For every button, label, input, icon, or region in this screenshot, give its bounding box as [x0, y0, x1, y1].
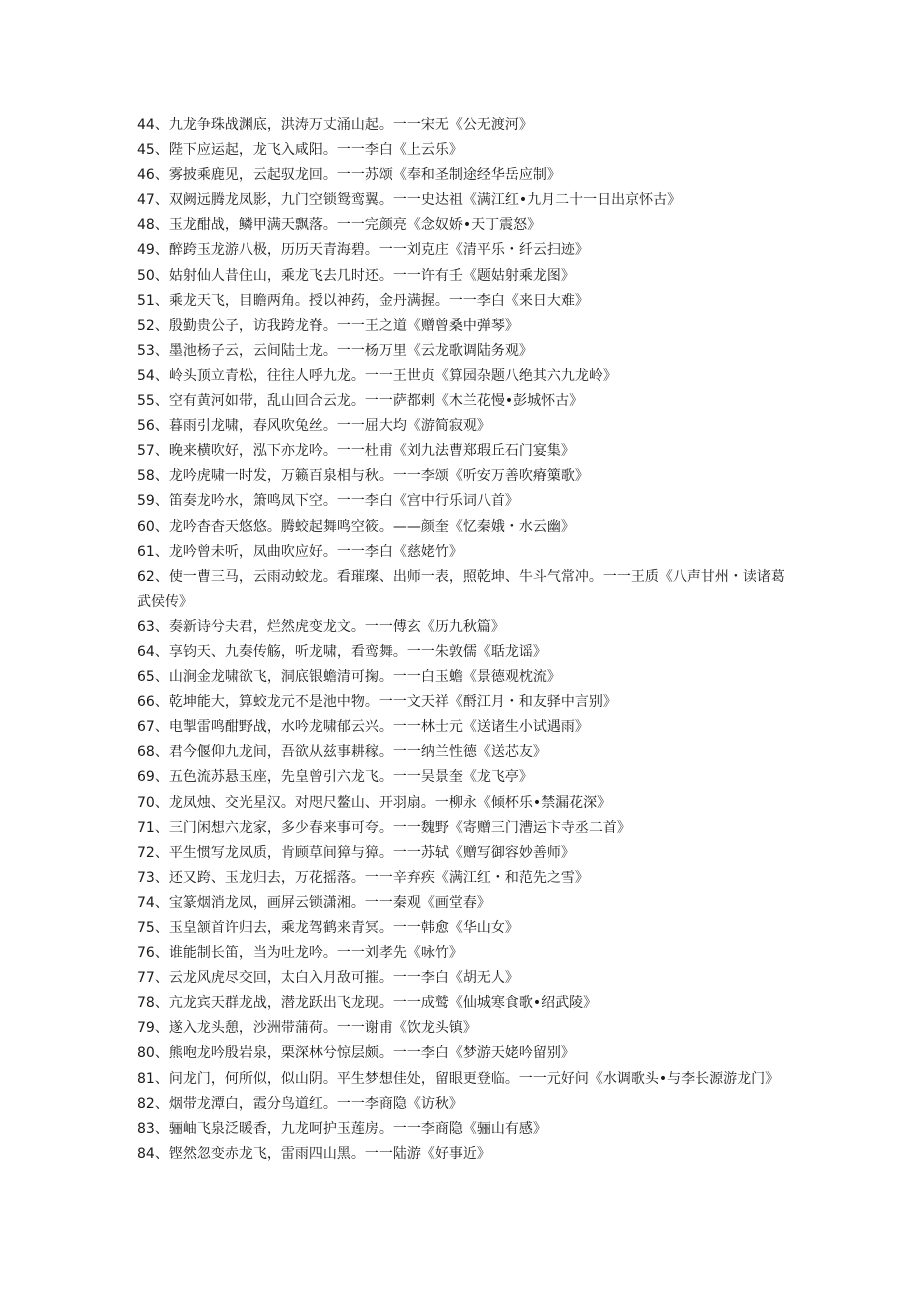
item-number: 84、	[137, 1145, 169, 1162]
item-text: 铿然忽变赤龙飞，雷雨四山黑。一一陆游《好事近》	[168, 1145, 491, 1162]
list-item	[137, 314, 787, 339]
item-number: 58、	[137, 468, 169, 485]
item-number: 65、	[137, 669, 169, 686]
list-item	[137, 565, 787, 615]
list-item	[137, 690, 787, 715]
item-text: 龙吟曾未听，凤曲吹应好。一一李白《慈姥竹》	[168, 543, 463, 560]
item-text: 问龙门，何所似，似山阴。平生梦想佳处，留眼更登临。一一元好问《水调歌头•与李长源游龙门》	[168, 1070, 780, 1087]
item-text: 云龙风虎尽交回，太白入月敌可摧。一一李白《胡无人》	[168, 970, 519, 987]
item-text: 宝篆烟消龙凤，画屏云锁潇湘。一一秦观《画堂春》	[168, 894, 491, 911]
item-number: 78、	[137, 995, 169, 1012]
list-item	[137, 264, 787, 289]
item-text: 姑射仙人昔住山，乘龙飞去几时还。一一许有壬《题姑射乘龙图》	[168, 267, 575, 284]
item-text: 乾坤能大，算蛟龙元不是池中物。一一文天祥《酹江月・和友驿中言别》	[168, 694, 617, 711]
item-number: 74、	[137, 894, 169, 911]
item-number: 75、	[137, 920, 169, 936]
item-number: 79、	[137, 1020, 169, 1037]
list-item	[137, 113, 787, 138]
item-text: 玉皇颔首许归去，乘龙驾鹤来青冥。一一韩愈《华山女》	[168, 920, 519, 936]
item-number: 69、	[137, 769, 169, 786]
item-text: 谁能制长笛，当为吐龙吟。一一刘孝先《咏竹》	[168, 945, 463, 962]
list-item	[137, 1117, 787, 1142]
list-item	[137, 364, 787, 389]
item-text: 九龙争珠战渊底，洪涛万丈涌山起。一一宋无《公无渡河》	[168, 117, 533, 133]
item-number: 80、	[137, 1045, 169, 1062]
item-number: 61、	[137, 543, 169, 560]
item-number: 45、	[137, 142, 169, 159]
list-item	[137, 489, 787, 514]
item-number: 62、	[137, 568, 169, 585]
poem-list	[137, 113, 787, 1167]
list-item	[137, 464, 787, 489]
list-item	[137, 615, 787, 640]
list-item	[137, 188, 787, 213]
item-number: 71、	[137, 819, 169, 836]
item-number: 56、	[137, 418, 169, 435]
list-item	[137, 414, 787, 439]
list-item	[137, 1092, 787, 1117]
item-number: 66、	[137, 694, 169, 711]
list-item	[137, 791, 787, 816]
item-number: 50、	[137, 267, 169, 284]
item-text: 墨池杨子云，云间陆士龙。一一杨万里《云龙歌调陆务观》	[168, 342, 533, 359]
item-text: 电掣雷鸣酣野战，水吟龙啸郁云兴。一一林士元《送诸生小试遇雨》	[168, 719, 589, 736]
list-item	[137, 540, 787, 565]
item-number: 51、	[137, 292, 169, 309]
item-number: 81、	[137, 1070, 169, 1087]
item-text: 笛奏龙吟水，箫鸣凤下空。一一李白《宫中行乐词八首》	[168, 493, 519, 510]
list-item	[137, 339, 787, 364]
item-number: 46、	[137, 167, 169, 184]
list-item	[137, 966, 787, 991]
list-item	[137, 941, 787, 966]
item-number: 44、	[137, 117, 169, 133]
item-text: 奏新诗兮夫君，烂然虎变龙文。一一傅玄《历九秋篇》	[168, 618, 505, 635]
item-number: 77、	[137, 970, 169, 987]
item-text: 还又跨、玉龙归去，万花摇落。一一辛弃疾《满江红・和范先之雪》	[168, 869, 589, 886]
list-item	[137, 816, 787, 841]
item-text: 君今偃仰九龙间，吾欲从兹事耕稼。一一纳兰性德《送芯友》	[168, 744, 547, 761]
item-number: 64、	[137, 643, 169, 660]
list-item	[137, 289, 787, 314]
item-text: 陛下应运起，龙飞入咸阳。一一李白《上云乐》	[168, 142, 463, 159]
item-text: 烟带龙潭白，霞分鸟道红。一一李商隐《访秋》	[168, 1095, 463, 1112]
list-item	[137, 715, 787, 740]
list-item	[137, 439, 787, 464]
item-text: 双阙远腾龙凤影，九门空锁鸳鸾翼。一一史达祖《满江红•九月二十一日出京怀古》	[168, 192, 682, 209]
item-number: 48、	[137, 217, 169, 234]
item-number: 73、	[137, 869, 169, 886]
list-item	[137, 163, 787, 188]
list-item	[137, 138, 787, 163]
list-item	[137, 213, 787, 238]
item-number: 70、	[137, 794, 169, 811]
list-item	[137, 238, 787, 263]
list-item	[137, 1142, 787, 1167]
item-number: 82、	[137, 1095, 169, 1112]
item-text: 龙吟杳杳天悠悠。腾蛟起舞鸣空筱。——颜奎《忆秦娥・水云幽》	[168, 518, 575, 535]
list-item	[137, 991, 787, 1016]
item-number: 52、	[137, 317, 169, 334]
item-text: 空有黄河如带，乱山回合云龙。一一萨都剌《木兰花慢•彭城怀古》	[168, 393, 584, 410]
item-number: 76、	[137, 945, 169, 962]
list-item	[137, 1067, 787, 1092]
item-text: 三门闲想六龙家，多少春来事可夸。一一魏野《寄赠三门漕运卞寺丞二首》	[168, 819, 631, 836]
item-text: 龙凤烛、交光星汉。对咫尺鳌山、开羽扇。一柳永《倾杯乐•禁漏花深》	[168, 794, 612, 811]
item-number: 67、	[137, 719, 169, 736]
list-item	[137, 916, 787, 941]
list-item	[137, 1041, 787, 1066]
item-text: 乘龙天飞，目瞻两角。授以神药，金丹满握。一一李白《来日大难》	[168, 292, 589, 309]
item-number: 53、	[137, 342, 169, 359]
item-number: 59、	[137, 493, 169, 510]
list-item	[137, 640, 787, 665]
item-text: 暮雨引龙啸，春风吹兔丝。一一屈大均《游简寂观》	[168, 418, 491, 435]
item-number: 55、	[137, 393, 169, 410]
list-item	[137, 389, 787, 414]
item-number: 47、	[137, 192, 169, 209]
item-text: 山涧金龙啸欲飞，洞底银蟾清可掬。一一白玉蟾《景德观枕流》	[168, 669, 561, 686]
list-item	[137, 740, 787, 765]
list-item	[137, 866, 787, 891]
item-number: 63、	[137, 618, 169, 635]
item-number: 68、	[137, 744, 169, 761]
item-text: 遂入龙头憩，沙洲带蒲荷。一一谢甫《饮龙头镇》	[168, 1020, 477, 1037]
item-text: 骊岫飞泉泛暖香，九龙呵护玉莲房。一一李商隐《骊山有感》	[168, 1120, 547, 1137]
item-text: 龙吟虎啸一时发，万籁百泉相与秋。一一李颂《听安万善吹瘠篥歌》	[168, 468, 589, 485]
item-text: 玉龙酣战，鳞甲满天飘落。一一完颜亮《念奴娇•天丁震怒》	[168, 217, 542, 234]
item-text: 五色流苏悬玉座，先皇曾引六龙飞。一一吴景奎《龙飞亭》	[168, 769, 533, 786]
list-item	[137, 1016, 787, 1041]
item-number: 49、	[137, 242, 169, 259]
item-number: 57、	[137, 443, 169, 460]
item-number: 72、	[137, 844, 169, 861]
item-text: 醉跨玉龙游八极，历历天青海碧。一一刘克庄《清平乐・纤云扫迹》	[168, 242, 589, 259]
item-text: 享钧天、九奏传觞，听龙啸，看鸾舞。一一朱敦儒《聒龙谣》	[168, 643, 547, 660]
item-text: 殷勤贵公子，访我跨龙脊。一一王之道《赠曾桑中弹琴》	[168, 317, 519, 334]
item-text: 平生惯写龙凤质，肯顾草间獐与獐。一一苏轼《赠写御容妙善师》	[168, 844, 575, 861]
list-item	[137, 515, 787, 540]
item-number: 60、	[137, 518, 169, 535]
item-number: 83、	[137, 1120, 169, 1137]
item-text: 晚来横吹好，泓下亦龙吟。一一杜甫《刘九法曹郑瑕丘石门宴集》	[168, 443, 575, 460]
list-item	[137, 765, 787, 790]
item-text: 岭头顶立青松，往往人呼九龙。一一王世贞《算园杂题八绝其六九龙岭》	[168, 367, 617, 384]
item-text: 熊咆龙吟殷岩泉，栗深林兮惊层颇。一一李白《梦游天姥吟留别》	[168, 1045, 575, 1062]
item-text: 使一曹三马，云雨动蛟龙。看璀璨、出师一表，照乾坤、牛斗气常冲。一一王质《八声甘州・读诸葛武侯传》	[137, 568, 785, 610]
item-number: 54、	[137, 367, 169, 384]
list-item	[137, 841, 787, 866]
item-text: 雾披乘鹿见，云起驭龙回。一一苏颂《奉和圣制途经华岳应制》	[168, 167, 561, 184]
list-item	[137, 891, 787, 916]
list-item	[137, 665, 787, 690]
item-text: 亢龙宾天群龙战，潜龙跃出飞龙现。一一成鹫《仙城寒食歌•绍武陵》	[168, 995, 598, 1012]
